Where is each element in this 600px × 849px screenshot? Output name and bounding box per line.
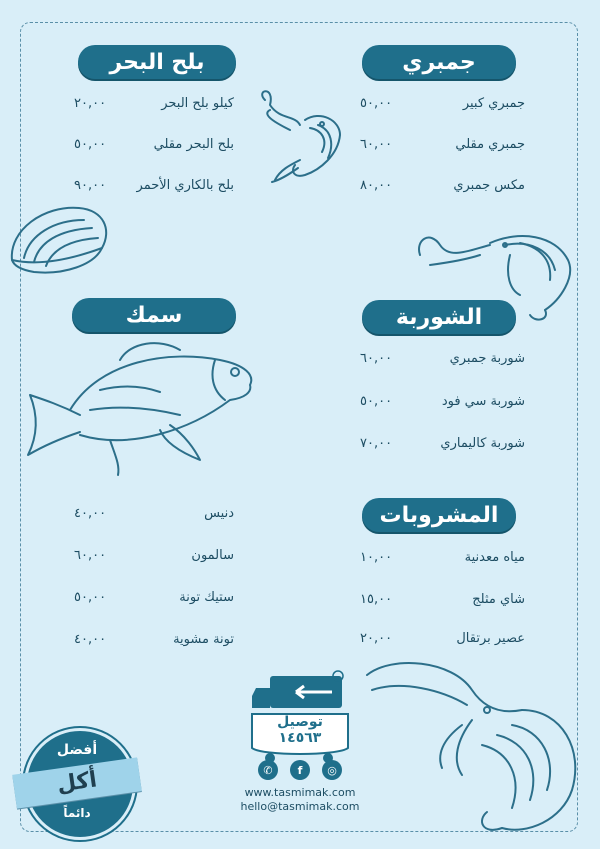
item-price: ٤٠,٠٠ xyxy=(74,506,107,521)
category-shrimp-title: جمبري xyxy=(362,45,516,79)
menu-item xyxy=(360,631,525,646)
item-price: ٦٠,٠٠ xyxy=(360,137,393,152)
item-price: ٥٠,٠٠ xyxy=(74,137,107,152)
item-name: كيلو بلح البحر xyxy=(161,96,234,111)
badge-middle-text: أكل xyxy=(55,767,99,798)
item-price: ٦٠,٠٠ xyxy=(360,351,393,366)
menu-item xyxy=(74,178,234,193)
shrimp-illustration-medium xyxy=(410,215,580,325)
item-price: ٥٠,٠٠ xyxy=(360,394,393,409)
item-name: جمبري مقلي xyxy=(455,137,525,152)
facebook-icon[interactable]: f xyxy=(290,760,310,780)
shrimp-illustration-large xyxy=(362,650,587,840)
clam-illustration xyxy=(4,200,114,280)
category-drinks-title: المشروبات xyxy=(362,498,516,532)
badge-top-text: أفضل xyxy=(56,742,98,758)
item-name: ستيك تونة xyxy=(179,590,234,605)
item-name: شوربة كاليماري xyxy=(440,436,525,451)
item-name: مكس جمبري xyxy=(453,178,525,193)
website-link[interactable]: www.tasmimak.com xyxy=(244,786,356,799)
menu-item xyxy=(360,351,525,366)
menu-item xyxy=(74,548,234,563)
item-price: ١٠,٠٠ xyxy=(360,550,393,565)
item-name: شاي مثلج xyxy=(472,592,525,607)
menu-item xyxy=(360,137,525,152)
item-price: ٧٠,٠٠ xyxy=(360,436,393,451)
fish-illustration xyxy=(20,330,260,510)
badge-bottom-text: دائماً xyxy=(63,806,91,820)
menu-item xyxy=(360,178,525,193)
item-price: ٢٠,٠٠ xyxy=(360,631,393,646)
item-name: جمبري كبير xyxy=(462,96,525,111)
item-price: ٦٠,٠٠ xyxy=(74,548,107,563)
menu-item xyxy=(74,590,234,605)
item-name: مياه معدنية xyxy=(464,550,525,565)
menu-item xyxy=(360,436,525,451)
menu-item xyxy=(74,137,234,152)
menu-item xyxy=(360,592,525,607)
delivery-number: ١٤٥٦٣ xyxy=(278,730,322,746)
menu-item xyxy=(360,550,525,565)
email-link[interactable]: hello@tasmimak.com xyxy=(240,800,360,813)
item-price: ٩٠,٠٠ xyxy=(74,178,107,193)
category-soup-title: الشوربة xyxy=(362,300,516,334)
item-name: تونة مشوية xyxy=(173,632,234,647)
delivery-label: توصيل xyxy=(277,714,323,730)
item-price: ١٥,٠٠ xyxy=(360,592,393,607)
social-links xyxy=(258,760,342,780)
whatsapp-icon[interactable]: ✆ xyxy=(258,760,278,780)
menu-item xyxy=(74,632,234,647)
item-price: ٥٠,٠٠ xyxy=(74,590,107,605)
item-name: بلح بالكاري الأحمر xyxy=(136,178,234,193)
item-name: شوربة سي فود xyxy=(441,394,525,409)
instagram-icon[interactable]: ◎ xyxy=(322,760,342,780)
item-price: ٤٠,٠٠ xyxy=(74,632,107,647)
item-name: سالمون xyxy=(191,548,234,563)
shrimp-illustration-small xyxy=(250,80,360,190)
menu-item xyxy=(74,96,234,111)
item-name: شوربة جمبري xyxy=(449,351,525,366)
category-fish-title: سمك xyxy=(72,298,236,332)
item-name: دنيس xyxy=(204,506,234,521)
menu-item xyxy=(360,394,525,409)
item-name: عصير برتقال xyxy=(456,631,525,646)
item-price: ٨٠,٠٠ xyxy=(360,178,393,193)
menu-item xyxy=(360,96,525,111)
item-price: ٥٠,٠٠ xyxy=(360,96,393,111)
category-mussels-title: بلح البحر xyxy=(78,45,236,79)
item-name: بلح البحر مقلي xyxy=(153,137,234,152)
item-price: ٢٠,٠٠ xyxy=(74,96,107,111)
